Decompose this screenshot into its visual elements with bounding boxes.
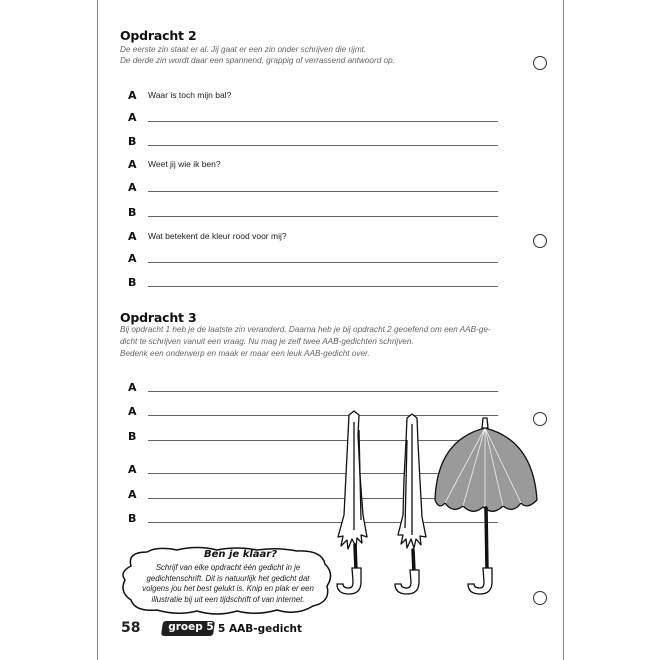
rhyme-letter: B <box>128 512 137 525</box>
rhyme-letter: A <box>128 381 137 394</box>
rhyme-letter: A <box>128 111 137 124</box>
poem-writing-line[interactable] <box>128 205 498 219</box>
poem-writing-line[interactable] <box>128 134 498 148</box>
opdracht-2-instruction-2: De derde zin wordt daar een spannend, grappig of verrassend antwoord op. <box>120 56 395 65</box>
umbrellas-illustration <box>325 400 550 605</box>
opdracht-3-title: Opdracht 3 <box>120 310 197 325</box>
rhyme-letter: B <box>128 430 137 443</box>
cloud-line: Schrijf van elke opdracht één gedicht in je <box>155 563 301 572</box>
rhyme-letter: B <box>128 206 137 219</box>
rhyme-letter: A <box>128 158 137 171</box>
rhyme-letter: B <box>128 135 137 148</box>
cloud-line: volgens jou het best gelukt is. Knip en plak er een <box>142 584 314 593</box>
poem-writing-line[interactable] <box>128 251 498 265</box>
binder-hole <box>533 234 547 248</box>
groep-badge <box>161 621 215 636</box>
rhyme-letter: B <box>128 276 137 289</box>
cloud-line: illustratie bij uit een tijdschrift of van internet. <box>151 594 305 604</box>
question-text: Waar is toch mijn bal? <box>148 90 232 100</box>
rhyme-letter: A <box>128 89 137 102</box>
writing-line[interactable] <box>148 121 498 122</box>
poem-line-with-question <box>128 88 498 102</box>
writing-line[interactable] <box>148 191 498 192</box>
cloud-instructions <box>128 563 328 605</box>
poem-writing-line[interactable] <box>128 110 498 124</box>
poem-writing-line[interactable] <box>128 180 498 194</box>
writing-line[interactable] <box>148 391 498 392</box>
rhyme-letter: A <box>128 252 137 265</box>
groep-badge-label: groep 5 <box>168 621 214 633</box>
rhyme-letter: A <box>128 463 137 476</box>
opdracht-2-title: Opdracht 2 <box>120 28 197 43</box>
cloud-title: Ben je klaar? <box>204 549 278 560</box>
opdracht-3-instruction-2: dicht te schrijven vanuit een vraag. Nu mag je zelf twee AAB-gedichten schrijven. <box>120 337 414 346</box>
writing-line[interactable] <box>148 145 498 146</box>
binder-hole <box>533 56 547 70</box>
writing-line[interactable] <box>148 286 498 287</box>
opdracht-3-instruction-1: Bij opdracht 1 heb je de laatste zin veranderd. Daarna heb je bij opdracht 2 geoefend om een AAB-ge- <box>120 325 491 334</box>
question-text: Weet jij wie ik ben? <box>148 159 221 169</box>
rhyme-letter: A <box>128 488 137 501</box>
poem-writing-line[interactable] <box>128 275 498 289</box>
poem-line-with-question <box>128 157 498 171</box>
poem-line-with-question <box>128 229 498 243</box>
rhyme-letter: A <box>128 230 137 243</box>
writing-line[interactable] <box>148 262 498 263</box>
writing-line[interactable] <box>148 216 498 217</box>
question-text: Wat betekent de kleur rood voor mij? <box>148 231 287 241</box>
rhyme-letter: A <box>128 405 137 418</box>
poem-writing-line[interactable] <box>128 380 498 394</box>
page-number: 58 <box>121 620 141 636</box>
opdracht-3-instruction-3: Bedenk een onderwerp en maak er maar een leuk AAB-gedicht over. <box>120 349 370 358</box>
opdracht-2-instruction-1: De eerste zin staat er al. Jij gaat er een zin onder schrijven die rijmt. <box>120 45 367 54</box>
rhyme-letter: A <box>128 181 137 194</box>
cloud-line: gedichtenschrift. Dit is natuurlijk het gedicht dat <box>146 573 310 583</box>
chapter-title: 5 AAB-gedicht <box>218 623 303 635</box>
